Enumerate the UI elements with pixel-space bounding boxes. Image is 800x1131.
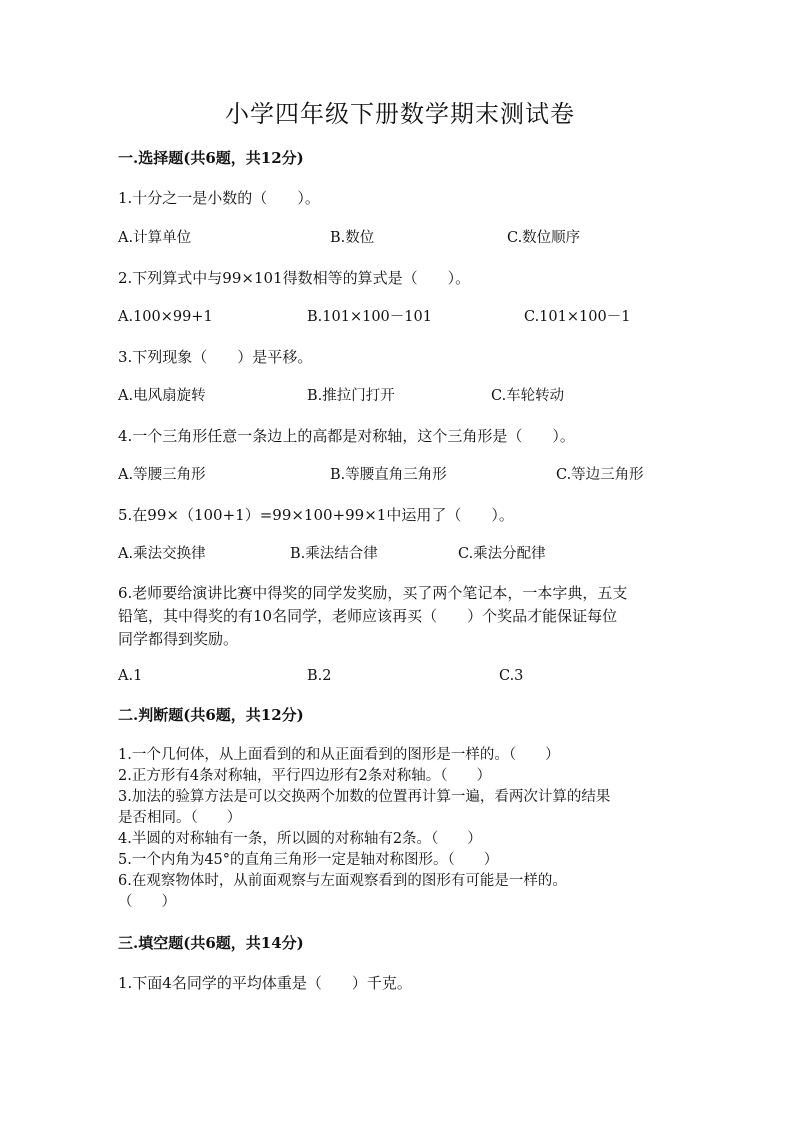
question-6-option-b: B.2 bbox=[307, 668, 332, 684]
question-5-stem: 5.在99×（100+1）=99×100+99×1中运用了（ ）。 bbox=[118, 506, 514, 524]
question-1-option-a: A.计算单位 bbox=[118, 230, 192, 246]
true-false-line-7: 6.在观察物体时，从前面观察与左面观察看到的图形有可能是一样的。 bbox=[118, 873, 567, 889]
section-heading-choice: 一.选择题(共6题，共12分) bbox=[118, 149, 304, 167]
question-3-option-c: C.车轮转动 bbox=[491, 388, 565, 404]
page-title: 小学四年级下册数学期末测试卷 bbox=[225, 100, 575, 128]
question-5-option-c: C.乘法分配律 bbox=[458, 546, 546, 562]
question-3-stem: 3.下列现象（ ）是平移。 bbox=[118, 348, 313, 366]
true-false-line-3: 3.加法的验算方法是可以交换两个加数的位置再计算一遍，看两次计算的结果 bbox=[118, 789, 611, 805]
question-3-option-a: A.电风扇旋转 bbox=[118, 388, 206, 404]
true-false-line-1: 1.一个几何体，从上面看到的和从正面看到的图形是一样的。（ ） bbox=[118, 747, 560, 763]
question-6-option-a: A.1 bbox=[118, 668, 143, 684]
question-4-option-c: C.等边三角形 bbox=[556, 467, 644, 483]
question-5-option-a: A.乘法交换律 bbox=[118, 546, 206, 562]
question-4-option-b: B.等腰直角三角形 bbox=[330, 467, 447, 483]
question-5-option-b: B.乘法结合律 bbox=[290, 546, 378, 562]
true-false-line-8: （ ） bbox=[118, 894, 176, 910]
question-6-stem-line-1: 6.老师要给演讲比赛中得奖的同学发奖励，买了两个笔记本，一本字典，五支 bbox=[118, 584, 628, 602]
section-heading-true-false: 二.判断题(共6题，共12分) bbox=[118, 706, 304, 724]
question-1-stem: 1.十分之一是小数的（ ）。 bbox=[118, 189, 320, 207]
question-2-stem: 2.下列算式中与99×101得数相等的算式是（ ）。 bbox=[118, 269, 471, 287]
section-heading-fill-in: 三.填空题(共6题，共14分) bbox=[118, 934, 304, 952]
question-2-option-b: B.101×100－101 bbox=[307, 309, 432, 325]
true-false-line-4: 是否相同。（ ） bbox=[118, 810, 242, 826]
question-1-option-b: B.数位 bbox=[330, 230, 375, 246]
question-1-option-c: C.数位顺序 bbox=[507, 230, 581, 246]
question-6-stem-line-3: 同学都得到奖励。 bbox=[118, 630, 239, 648]
true-false-line-5: 4.半圆的对称轴有一条，所以圆的对称轴有2条。（ ） bbox=[118, 831, 482, 847]
true-false-line-6: 5.一个内角为45°的直角三角形一定是轴对称图形。（ ） bbox=[118, 852, 499, 868]
question-4-option-a: A.等腰三角形 bbox=[118, 467, 206, 483]
question-6-stem-line-2: 铅笔，其中得奖的有10名同学，老师应该再买（ ）个奖品才能保证每位 bbox=[118, 607, 618, 625]
question-2-option-a: A.100×99+1 bbox=[118, 309, 213, 325]
question-4-stem: 4.一个三角形任意一条边上的高都是对称轴，这个三角形是（ ）。 bbox=[118, 427, 575, 445]
question-2-option-c: C.101×100－1 bbox=[524, 309, 631, 325]
question-3-option-b: B.推拉门打开 bbox=[307, 388, 395, 404]
fill-in-question-1: 1.下面4名同学的平均体重是（ ）千克。 bbox=[118, 974, 412, 992]
question-6-option-c: C.3 bbox=[499, 668, 524, 684]
true-false-line-2: 2.正方形有4条对称轴，平行四边形有2条对称轴。（ ） bbox=[118, 768, 492, 784]
